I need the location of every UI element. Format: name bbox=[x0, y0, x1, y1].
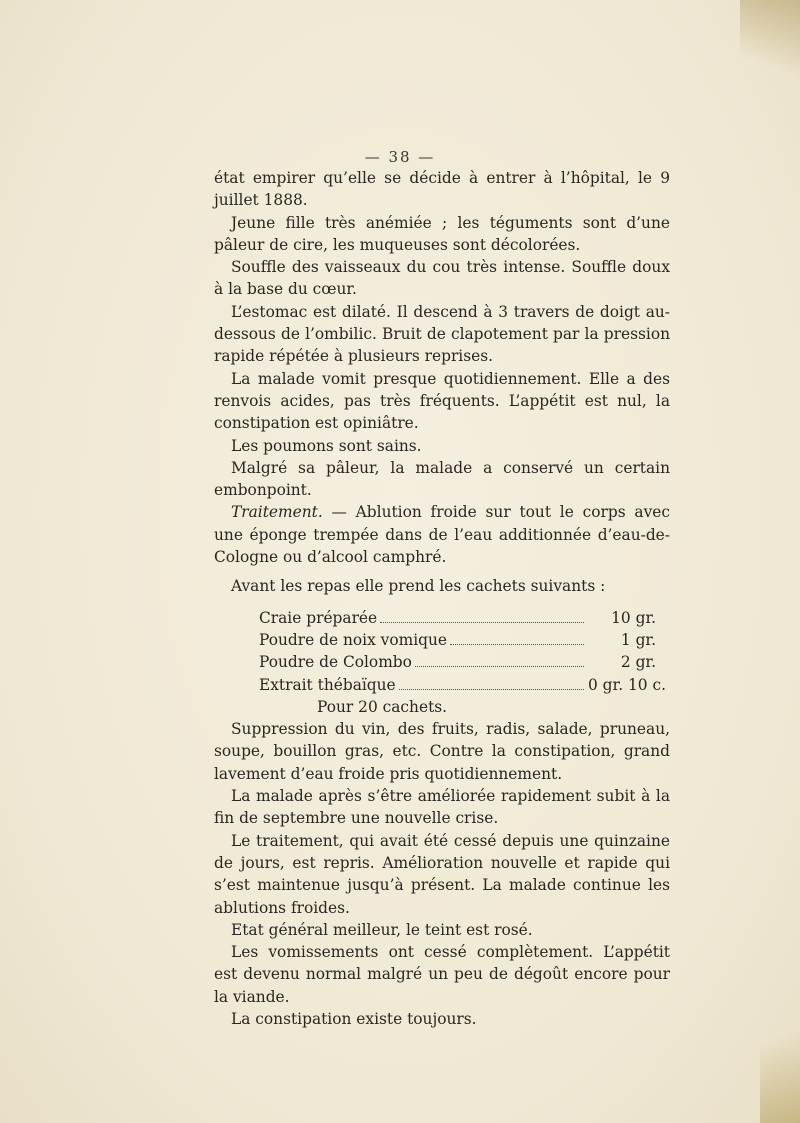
paragraph: La malade après s’être améliorée rapidement subit à la fin de septembre une nouvelle crise. bbox=[214, 787, 670, 828]
paragraph: Suppression du vin, des fruits, radis, salade, pruneau, soupe, bouillon gras, etc. Contre la constipation, grand lavement d’eau froide pris quotidiennement. bbox=[214, 720, 670, 783]
ingredient-name: Craie préparée bbox=[259, 608, 378, 627]
paragraph: Avant les repas elle prend les cachets suivants : bbox=[231, 577, 606, 596]
paragraph: La constipation existe toujours. bbox=[231, 1009, 477, 1028]
prescription-item bbox=[259, 629, 656, 651]
prescription-item bbox=[259, 651, 656, 673]
page-number: — 38 — bbox=[364, 148, 436, 166]
paragraph: Malgré sa pâleur, la malade a conservé un certain embonpoint. bbox=[214, 458, 670, 500]
body-text bbox=[214, 167, 670, 1030]
page-stain-top bbox=[740, 0, 800, 90]
prescription-item bbox=[259, 607, 656, 629]
paragraph: Le traitement, qui avait été cessé depuis une quinzaine de jours, est repris. Amélioration nouvelle et rapide qui s’est maintenue jusqu’à présent. La malade continue les ablutions froides. bbox=[214, 831, 670, 917]
paragraph: Etat général meilleur, le teint est rosé. bbox=[231, 920, 533, 939]
paragraph: Jeune fille très anémiée ; les téguments sont d’une pâleur de cire, les muqueuses sont décolorées. bbox=[214, 213, 670, 254]
paragraph: état empirer qu’elle se décide à entrer à l’hôpital, le 9 juillet 1888. bbox=[214, 169, 670, 210]
paragraph: Souffle des vaisseaux du cou très intense. Souffle doux à la base du cœur. bbox=[214, 258, 670, 299]
ingredient-dose: 0 gr. 10 c. bbox=[588, 675, 666, 694]
paragraph: L’estomac est dilaté. Il descend à 3 travers de doigt au-dessous de l’ombilic. Bruit de clapotement par la pression rapide répétée à plusieurs reprises. bbox=[214, 302, 670, 366]
ingredient-name: Poudre de noix vomique bbox=[259, 630, 447, 649]
prescription-total: Pour 20 cachets. bbox=[317, 697, 448, 716]
leader-dots bbox=[380, 622, 584, 623]
paragraph: Les vomissements ont cessé complètement. L’appétit est devenu normal malgré un peu de dégoût encore pour la viande. bbox=[214, 943, 670, 1006]
leader-dots bbox=[415, 666, 584, 667]
paragraph-treatment bbox=[214, 501, 670, 568]
prescription-list bbox=[259, 607, 666, 718]
leader-dots bbox=[450, 644, 584, 645]
treatment-text: — Ablution froide sur tout le corps avec une éponge trempée dans de l’eau additionnée d’eau-de-Cologne ou d’alcool camphré. bbox=[214, 503, 670, 567]
ingredient-dose: 10 gr. bbox=[611, 608, 656, 627]
treatment-label: Traitement. bbox=[231, 503, 323, 522]
ingredient-dose: 2 gr. bbox=[620, 653, 656, 672]
prescription-item bbox=[259, 674, 666, 696]
paragraph: La malade vomit presque quotidiennement. Elle a des renvois acides, pas très fréquents. L’appétit est nul, la constipation est opiniâtre. bbox=[214, 369, 670, 433]
ingredient-name: Extrait thébaïque bbox=[259, 675, 396, 694]
ingredient-dose: 1 gr. bbox=[620, 630, 656, 649]
page-stain-bottom bbox=[760, 1003, 800, 1123]
leader-dots bbox=[399, 689, 584, 690]
ingredient-name: Poudre de Colombo bbox=[259, 653, 412, 672]
paragraph: Les poumons sont sains. bbox=[231, 436, 422, 455]
